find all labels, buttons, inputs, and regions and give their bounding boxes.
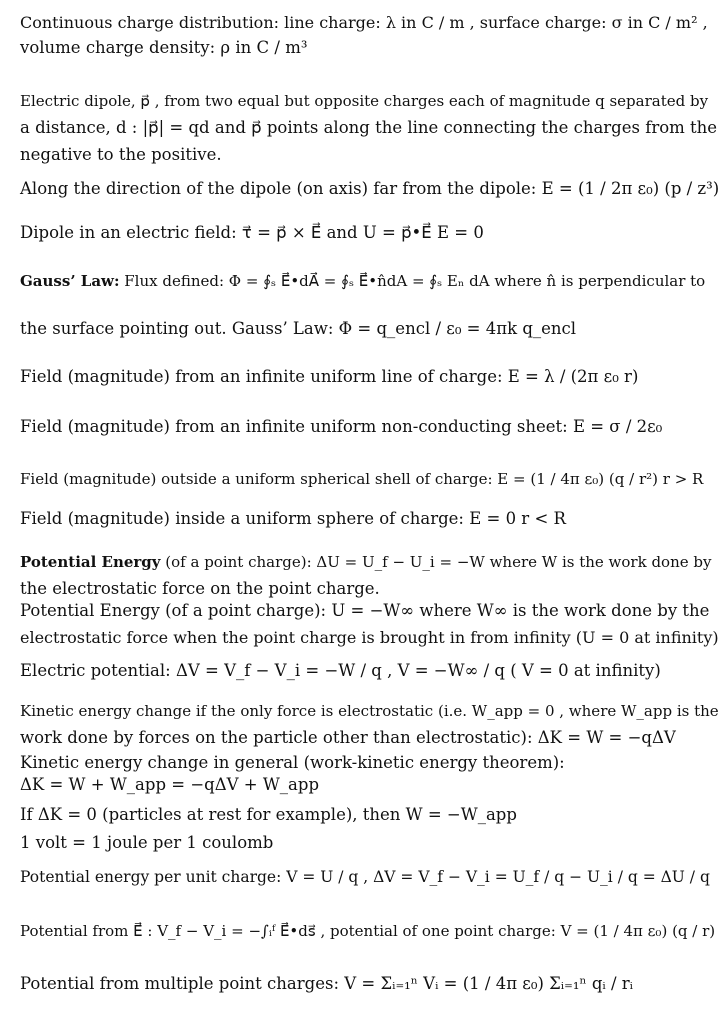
- text-line: [20, 117, 717, 139]
- line-text: electrostatic force when the point charge is brought in from infinity (U = 0 at infinity): [20, 628, 719, 647]
- text-line: [20, 774, 319, 796]
- line-text: If ΔK = 0 (particles at rest for example), then W = −W_app: [20, 805, 517, 824]
- text-line: [20, 12, 708, 34]
- text-line: [20, 270, 705, 292]
- line-text: Field (magnitude) from an infinite uniform line of charge: E = λ / (2π ε₀ r): [20, 367, 639, 386]
- text-line: [20, 832, 273, 854]
- line-text: Potential from multiple point charges: V = Σᵢ₌₁ⁿ Vᵢ = (1 / 4π ε₀) Σᵢ₌₁ⁿ qᵢ / rᵢ: [20, 974, 633, 993]
- line-text: (of a point charge): ΔU = U_f − U_i = −W where W is the work done by: [160, 553, 712, 571]
- text-line: [20, 222, 484, 244]
- text-line: [20, 660, 661, 682]
- line-text: 1 volt = 1 joule per 1 coulomb: [20, 833, 274, 852]
- line-text: the electrostatic force on the point charge.: [20, 579, 380, 598]
- text-line: [20, 866, 710, 888]
- line-text: Field (magnitude) from an infinite uniform non-conducting sheet: E = σ / 2ε₀: [20, 417, 663, 436]
- line-text: Field (magnitude) outside a uniform spherical shell of charge: E = (1 / 4π ε₀) (q / r²) r > R: [20, 470, 704, 488]
- section-heading: Gauss’ Law:: [20, 272, 120, 290]
- text-line: [20, 727, 676, 749]
- line-text: Field (magnitude) inside a uniform sphere of charge: E = 0 r < R: [20, 509, 566, 528]
- line-text: Along the direction of the dipole (on axis) far from the dipole: E = (1 / 2π ε₀) (p / z³): [20, 179, 720, 198]
- text-line: [20, 144, 222, 166]
- line-text: a distance, d : |p⃗| = qd and p⃗ points along the line connecting the charges from the: [20, 118, 718, 137]
- line-text: Kinetic energy change in general (work-kinetic energy theorem):: [20, 753, 565, 772]
- line-text: Electric potential: ΔV = V_f − V_i = −W / q , V = −W∞ / q ( V = 0 at infinity): [20, 661, 661, 680]
- text-line: [20, 468, 703, 490]
- section-heading: Potential Energy: [20, 553, 161, 571]
- text-line: [20, 90, 708, 112]
- line-text: Potential Energy (of a point charge): U = −W∞ where W∞ is the work done by the: [20, 601, 710, 620]
- text-line: [20, 318, 576, 340]
- line-text: negative to the positive.: [20, 145, 222, 164]
- text-line: [20, 508, 566, 530]
- text-line: [20, 578, 380, 600]
- line-text: Potential energy per unit charge: V = U / q , ΔV = V_f − V_i = U_f / q − U_i / q = ΔU / q: [20, 868, 710, 886]
- text-line: [20, 973, 633, 995]
- text-line: [20, 551, 711, 573]
- text-line: [20, 178, 719, 200]
- text-line: [20, 366, 638, 388]
- line-text: Dipole in an electric field: τ⃗ = p⃗ × E⃗ and U = p⃗•E⃗ E = 0: [20, 223, 484, 242]
- line-text: volume charge density: ρ in C / m³: [20, 38, 308, 57]
- text-line: [20, 600, 709, 622]
- text-line: [20, 752, 565, 774]
- line-text: work done by forces on the particle other than electrostatic): ΔK = W = −qΔV: [20, 728, 676, 747]
- text-line: [20, 804, 517, 826]
- line-text: Potential from E⃗ : V_f − V_i = −∫ᵢᶠ E⃗•ds⃗ , potential of one point charge: V = (1 / 4π ε₀) (q / r): [20, 922, 716, 940]
- line-text: Kinetic energy change if the only force is electrostatic (i.e. W_app = 0 , where W_app is the: [20, 702, 719, 720]
- text-line: [20, 37, 307, 59]
- line-text: Electric dipole, p⃗ , from two equal but opposite charges each of magnitude q separated by: [20, 92, 709, 110]
- line-text: ΔK = W + W_app = −qΔV + W_app: [20, 775, 320, 794]
- text-line: [20, 416, 662, 438]
- text-line: [20, 627, 719, 649]
- text-line: [20, 700, 719, 722]
- line-text: Continuous charge distribution: line charge: λ in C / m , surface charge: σ in C / m² ,: [20, 13, 708, 32]
- line-text: Flux defined: Φ = ∮ₛ E⃗•dA⃗ = ∮ₛ E⃗•n̂dA = ∮ₛ Eₙ dA where n̂ is perpendicular to: [119, 272, 706, 290]
- line-text: the surface pointing out. Gauss’ Law: Φ = q_encl / ε₀ = 4πk q_encl: [20, 319, 577, 338]
- text-line: [20, 920, 715, 942]
